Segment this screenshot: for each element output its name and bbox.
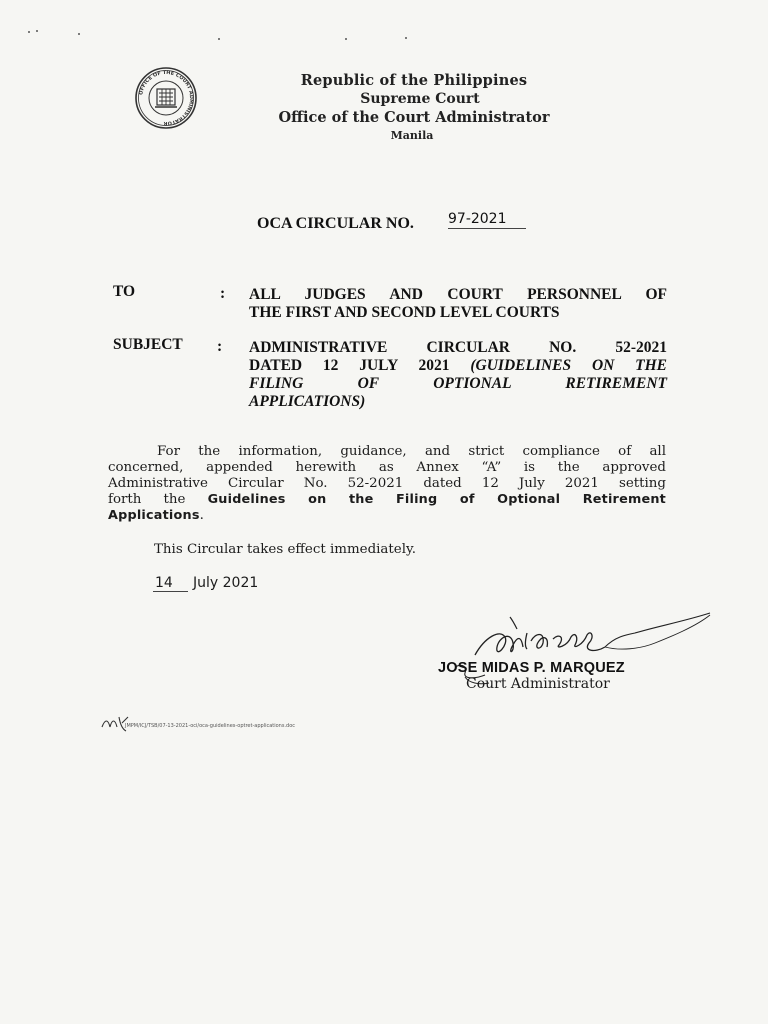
subject-line-2-italic: (GUIDELINES ON THE (470, 357, 668, 374)
to-line-1: ALL JUDGES AND COURT PERSONNEL OF (249, 286, 667, 303)
subject-label: SUBJECT (113, 336, 183, 353)
letterhead-republic: Republic of the Philippines (300, 72, 528, 89)
speck (28, 31, 30, 33)
letterhead-city: Manila (390, 129, 434, 142)
svg-text:OFFICE OF THE COURT ADMINISTRA: OFFICE OF THE COURT ADMINISTRATOR (138, 69, 195, 127)
speck (78, 33, 80, 35)
p1-line-5 (108, 508, 666, 524)
p1-line-2: concerned, appended herewith as Annex “A” is the approved (108, 460, 666, 475)
speck (405, 37, 407, 39)
circular-number: 97-2021 (448, 211, 526, 229)
speck (36, 30, 38, 32)
p1-line-4 (108, 492, 666, 508)
letterhead-office: Office of the Court Administrator (278, 109, 550, 126)
to-colon: : (220, 285, 226, 302)
p1-line-4-plain: forth the (108, 492, 208, 507)
signatory-title: Court Administrator (466, 676, 610, 692)
subject-line-4: APPLICATIONS) (249, 393, 366, 410)
subject-line-3: FILING OF OPTIONAL RETIREMENT (249, 375, 667, 392)
date-day: 14 (153, 575, 188, 592)
speck (218, 38, 220, 40)
subject-colon: : (217, 338, 223, 355)
to-addressees (249, 286, 667, 322)
date-month-year: July 2021 (193, 575, 259, 591)
body-paragraph-1 (108, 444, 666, 524)
letterhead-supreme-court: Supreme Court (360, 91, 480, 107)
subject-line-2-plain: DATED 12 JULY 2021 (249, 357, 471, 374)
p1-line-5-bold: Applications (108, 508, 200, 523)
p1-line-5-end: . (199, 508, 204, 523)
subject-line-1: ADMINISTRATIVE CIRCULAR NO. 52-2021 (249, 339, 667, 356)
to-line-2: THE FIRST AND SECOND LEVEL COURTS (249, 304, 560, 321)
signatory-name: JOSE MIDAS P. MARQUEZ (438, 660, 625, 676)
circular-title: OCA CIRCULAR NO. (257, 215, 414, 232)
speck (345, 38, 347, 40)
p1-line-1: For the information, guidance, and strict compliance of all (157, 444, 666, 459)
subject-line-2 (249, 357, 667, 375)
to-label: TO (113, 283, 136, 300)
document-file-path: JMPM/ICJ/TSB/07-13-2021-oci/oca-guidelines-optret-applications.doc (125, 723, 296, 729)
p1-line-4-bold: Guidelines on the Filing of Optional Retirement (207, 492, 666, 507)
p1-line-3: Administrative Circular No. 52-2021 dated 12 July 2021 setting (108, 476, 666, 491)
body-paragraph-2: This Circular takes effect immediately. (154, 542, 417, 557)
subject-text (249, 339, 667, 411)
